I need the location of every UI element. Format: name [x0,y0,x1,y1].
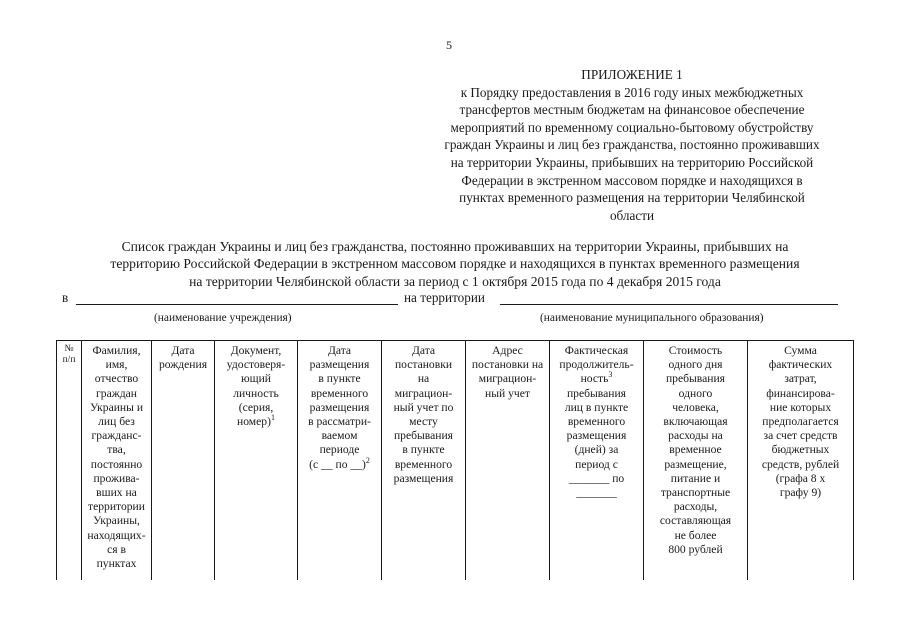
header-cell-line: графу 9) [779,486,822,500]
header-cell [82,341,152,581]
header-cell-line: пребывания [393,429,454,443]
header-cell-line: человека, [672,400,719,414]
header-cell-line: на [417,372,430,386]
header-cell-line: Адрес [492,344,523,357]
header-cell-line: размещения [393,471,454,485]
header-cell-line: рождения [158,358,208,372]
header-cell-line: Стоимость [668,344,723,357]
header-cell-line: временного [394,457,453,471]
municipality-hint: (наименование муниципального образования) [540,312,764,324]
footnote-marker: 2 [365,455,370,465]
list-title-line: на территории Челябинской области за период с 1 октября 2015 года по 4 декабря 2015 года [189,273,721,289]
list-title [30,238,880,290]
header-cell-line: миграцион- [478,372,537,386]
header-cell-line: Украины, [93,514,140,528]
appendix-line: к Порядку предоставления в 2016 году иных межбюджетных [460,84,804,100]
header-cell-line: составляющая [659,514,732,528]
header-cell-line: в пункте [402,443,445,457]
institution-hint: (наименование учреждения) [154,312,292,324]
header-cell-line: тва, [107,443,126,457]
header-cell-line: ность$^3$ [580,370,613,386]
header-cell-line: находящих- [87,528,146,542]
header-cell-line: предполагается [762,415,839,429]
header-cell-line: _______ по [568,471,625,485]
header-cell-line: Фамилия, [92,344,141,357]
header-cell-line: ный учет [485,386,530,400]
header-cell-line: прожива- [93,471,140,485]
header-row [57,341,854,581]
header-cell-line: имя, [105,358,128,372]
header-cell-line: одного [678,386,713,400]
header-cell-line: Дата [327,344,352,357]
header-cell-line: личность [233,386,279,400]
header-cell-line: размещения [309,400,370,414]
header-cell-line: постановки [394,358,453,372]
header-cell-line: территории [88,500,145,514]
header-cell-line: пунктах [96,557,137,571]
header-cell-line: (серия, [238,400,274,414]
fill-middle: на территории [404,290,485,305]
header-cell-line: в рассматри- [308,415,371,429]
header-cell-line: одного дня [668,358,723,372]
header-cell-line: постоянно [90,457,143,471]
header-cell-line: Фактическая [564,344,629,357]
header-cell-line: пребывания [665,372,726,386]
header-cell [298,341,382,581]
data-table [56,340,854,580]
header-cell-line: в пункте [318,372,361,386]
appendix-line: трансфертов местным бюджетам на финансовое обеспечение [459,102,805,118]
header-cell-line: питание и [670,471,721,485]
header-cell [215,341,298,581]
header-cell-line: отчество [94,372,139,386]
appendix-line: Федерации в экстренном массовом порядке и находящихся в [461,172,803,188]
header-cell-line: временного [310,386,369,400]
appendix-line: области [609,207,655,223]
header-cell-line: Дата [171,344,195,357]
header-cell [382,341,466,581]
header-cell-line: гражданс- [91,429,142,443]
header-cell-line: не более [674,528,717,542]
appendix-title: ПРИЛОЖЕНИЕ 1 [581,67,683,82]
footnote-marker: 3 [608,370,613,380]
header-cell [152,341,215,581]
header-cell-line: временного [567,415,626,429]
header-cell [466,341,550,581]
header-cell-line: ние которых [769,400,832,414]
header-cell-line: миграцион- [394,386,453,400]
header-cell-line: затрат, [784,372,817,386]
header-cell-line: № [64,344,74,354]
header-cell-line: (графа 8 х [775,471,826,485]
header-cell-line: (с __ по __)$^2$ [309,455,370,471]
header-cell-line: Сумма [784,344,817,357]
header-cell-line: (дней) за [574,443,619,457]
header-cell-line: временное [669,443,722,457]
header-cell-line: лиц в пункте [564,400,629,414]
header-cell-line: фактических [768,358,833,372]
header-cell-line: номер)$^1$ [237,413,275,429]
header-cell-line: финансирова- [766,386,835,400]
list-title-line: территорию Российской Федерации в экстренном массовом порядке и находящихся в пунктах временного размещения [110,256,800,272]
header-cell [748,341,854,581]
header-cell-line: транспортные [660,486,731,500]
footnote-marker: 1 [270,413,275,423]
header-cell-line: Украины и [89,400,144,414]
fill-prefix: в [62,290,69,305]
header-cell-line: бюджетных [771,443,830,457]
header-cell-line: вших на [96,486,137,500]
header-cell-line: размещение, [664,457,727,471]
header-cell-line: за счет средств [763,429,838,443]
header-cell-line: месту [409,415,438,429]
header-cell-line: _______ [576,486,617,500]
header-cell-line: Документ, [230,344,282,357]
header-cell-line: п/п [62,355,76,365]
municipality-blank-line [500,304,838,305]
header-cell-line: 800 рублей [668,542,723,556]
appendix-line: мероприятий по временному социально-бытовому обустройству [450,119,814,135]
header-cell-line: пребывания [566,386,627,400]
header-cell-line: ющий [241,372,271,386]
list-title-line: Список граждан Украины и лиц без гражданства, постоянно проживавших на территории Украины, прибывших на [121,239,789,254]
header-cell-line: ваемом [321,429,358,443]
header-cell-line: период с [575,457,618,471]
appendix-header [414,66,850,224]
header-cell [644,341,748,581]
header-cell-line: средств, рублей [761,457,840,471]
header-cell-line: продолжитель- [559,358,634,372]
appendix-line: на территории Украины, прибывших на территорию Российской [450,154,814,170]
header-cell-line: включающая [663,415,728,429]
header-cell-line: ный учет по [393,400,454,414]
header-cell-line: постановки на [471,358,544,372]
header-cell-line: расходы, [673,500,718,514]
appendix-line: граждан Украины и лиц без гражданства, постоянно проживавших [444,137,820,153]
fill-line [0,290,905,308]
header-cell [550,341,644,581]
header-cell-line: расходы на [668,429,723,443]
institution-blank-line [76,304,398,305]
header-cell-line: Дата [411,344,436,357]
header-cell-line: периоде [319,443,360,457]
header-cell [57,341,82,581]
header-cell-line: размещения [309,358,370,372]
page-number: 5 [446,38,452,52]
header-cell-line: удостоверя- [226,358,286,372]
appendix-line: пунктах временного размещения на территории Челябинской [459,190,805,206]
header-cell-line: граждан [96,386,137,400]
header-cell-line: лиц без [98,415,135,429]
header-cell-line: ся в [107,542,126,556]
header-cell-line: размещения [566,429,627,443]
